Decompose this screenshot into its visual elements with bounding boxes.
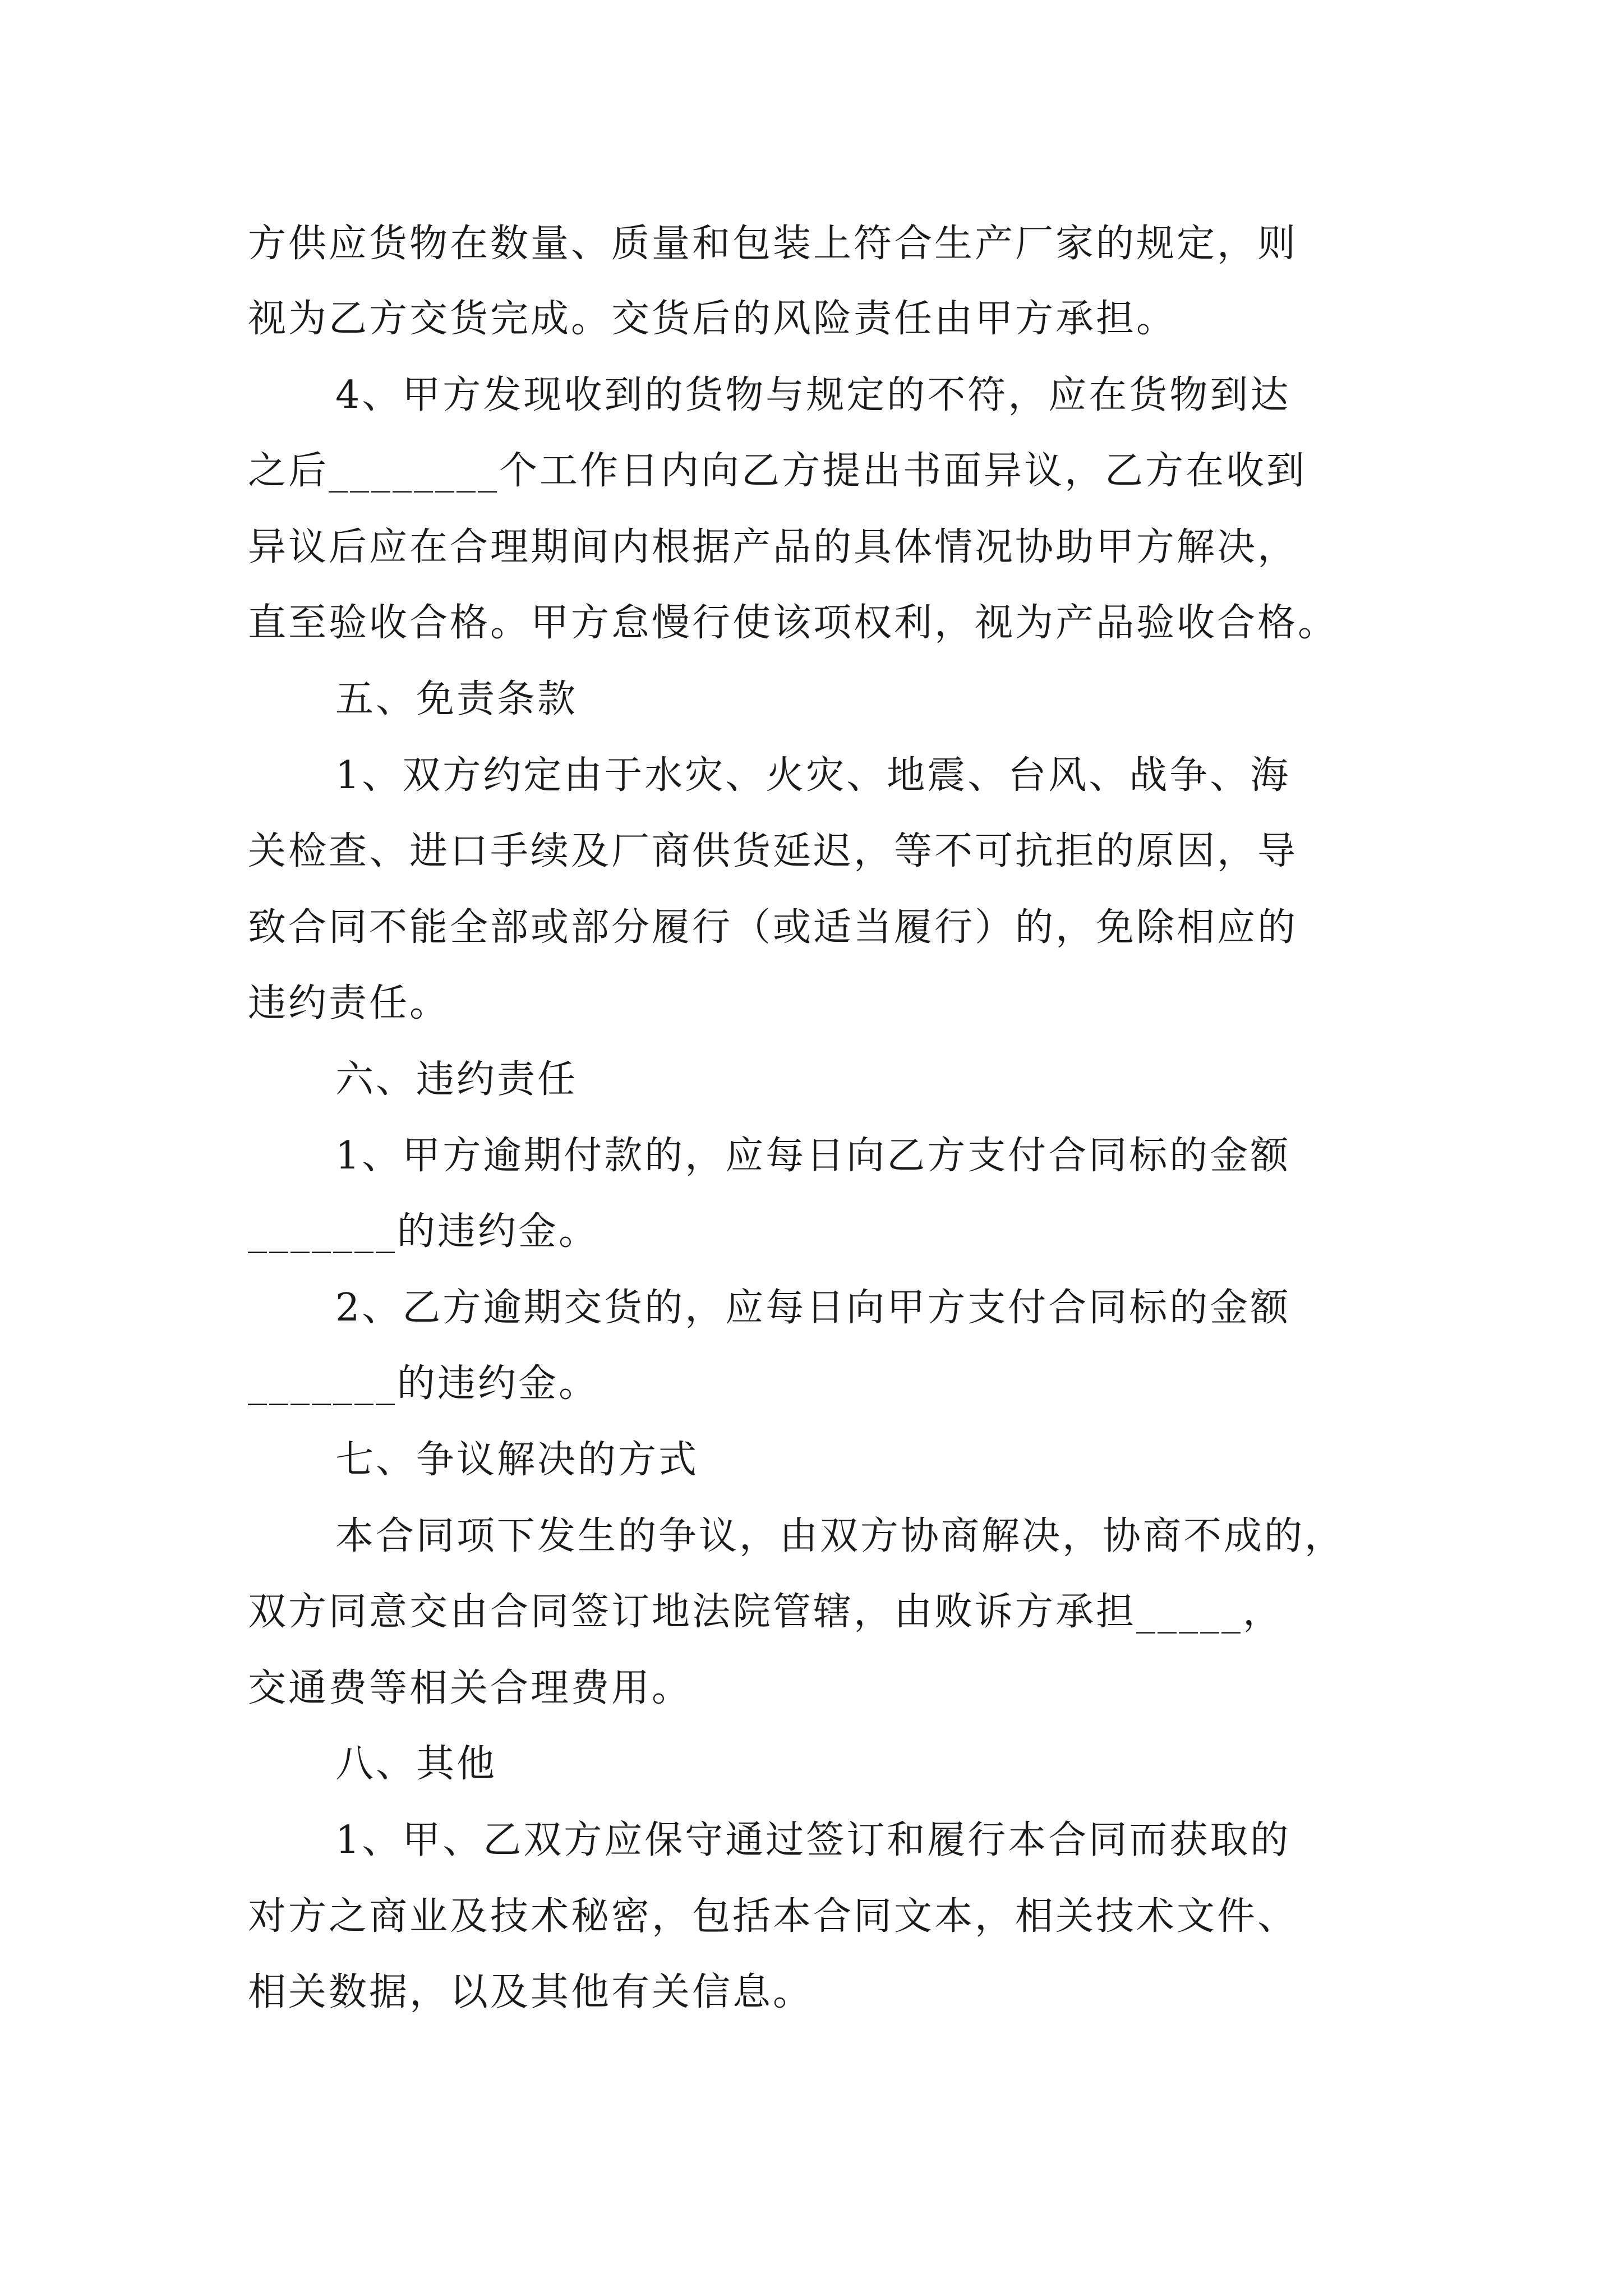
- text-line: 相关数据，以及其他有关信息。: [248, 1970, 814, 2014]
- text-line: 异议后应在合理期间内根据产品的具体情况协助甲方解决，: [248, 525, 1298, 569]
- text-line: 之后________个工作日内向乙方提出书面异议，乙方在收到: [248, 449, 1307, 493]
- text-line: 违约责任。: [248, 981, 450, 1025]
- text-line: 关检查、进口手续及厂商供货延迟，等不可抗拒的原因，导: [248, 829, 1298, 873]
- text-line: 4、甲方发现收到的货物与规定的不符，应在货物到达: [335, 373, 1291, 417]
- text-line: 1、甲、乙双方应保守通过签订和履行本合同而获取的: [335, 1818, 1291, 1862]
- text-line: 直至验收合格。甲方怠慢行使该项权利，视为产品验收合格。: [248, 601, 1339, 645]
- text-line: 本合同项下发生的争议，由双方协商解决，协商不成的，: [335, 1514, 1345, 1558]
- section-heading: 五、免责条款: [335, 677, 578, 721]
- text-line: 方供应货物在数量、质量和包装上符合生产厂家的规定，则: [248, 222, 1298, 266]
- section-heading: 六、违约责任: [335, 1057, 578, 1102]
- text-line: 1、甲方逾期付款的，应每日向乙方支付合同标的金额: [335, 1134, 1291, 1178]
- text-line: 致合同不能全部或部分履行（或适当履行）的，免除相应的: [248, 905, 1298, 950]
- text-line: 1、双方约定由于水灾、火灾、地震、台风、战争、海: [335, 753, 1291, 798]
- text-line: 2、乙方逾期交货的，应每日向甲方支付合同标的金额: [335, 1286, 1291, 1330]
- section-heading: 七、争议解决的方式: [335, 1438, 699, 1482]
- text-line: _______的违约金。: [248, 1209, 600, 1254]
- text-line: 视为乙方交货完成。交货后的风险责任由甲方承担。: [248, 297, 1177, 341]
- text-line: 交通费等相关合理费用。: [248, 1666, 693, 1710]
- text-line: _______的违约金。: [248, 1361, 600, 1406]
- text-line: 对方之商业及技术秘密，包括本合同文本，相关技术文件、: [248, 1894, 1298, 1939]
- section-heading: 八、其他: [335, 1742, 497, 1786]
- text-line: 双方同意交由合同签订地法院管辖，由败诉方承担_____，: [248, 1590, 1284, 1634]
